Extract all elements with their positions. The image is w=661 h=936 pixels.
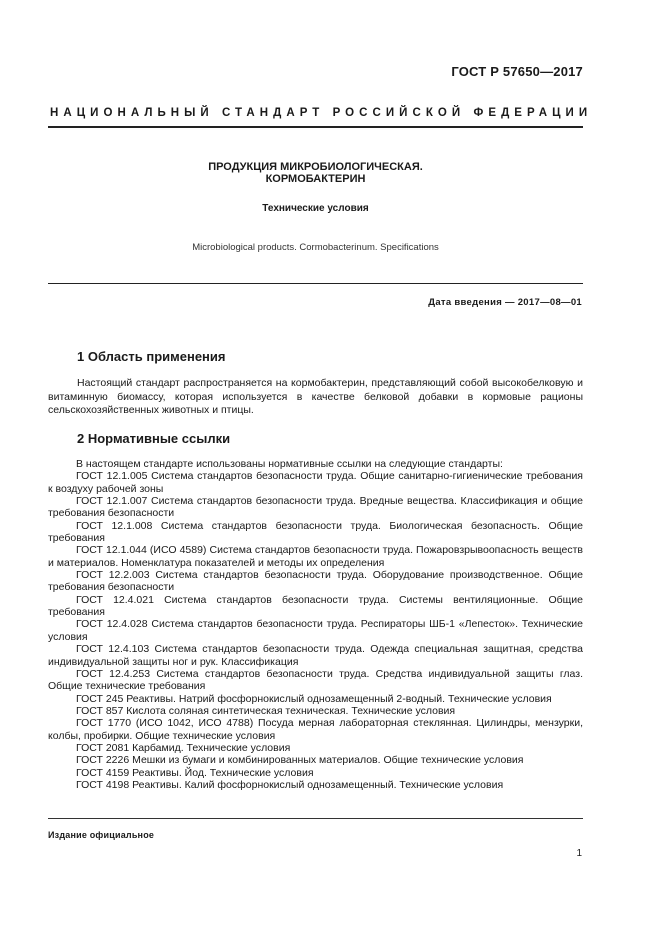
official-edition-label: Издание официальное [48,830,155,840]
reference-item: ГОСТ 12.1.007 Система стандартов безопасности труда. Вредные вещества. Классификация и общие требования безопасности [48,495,583,520]
title-subtitle: Технические условия [262,203,369,214]
top-rule [48,126,583,128]
reference-item: ГОСТ 12.4.021 Система стандартов безопасности труда. Системы вентиляционные. Общие требования [48,593,583,619]
national-standard-banner: НАЦИОНАЛЬНЫЙ СТАНДАРТ РОССИЙСКОЙ ФЕДЕРАЦИИ [50,107,593,119]
reference-item: ГОСТ 12.4.253 Система стандартов безопасности труда. Средства индивидуальной защиты глаз. Общие технические требования [48,667,583,693]
scope-text: Настоящий стандарт распространяется на кормобактерин, представляющий собой высокобелковую и витаминную биомассу, которая используется в качестве белковой добавки в кормовые рационы сельскохозяйственных животных и птицы. [48,377,583,416]
reference-item: ГОСТ 4159 Реактивы. Йод. Технические условия [76,766,314,779]
reference-item: ГОСТ 857 Кислота соляная синтетическая техническая. Технические условия [76,704,456,717]
footer-rule [48,818,583,819]
document-code: ГОСТ Р 57650—2017 [451,64,583,79]
reference-item: ГОСТ 12.1.044 (ИСО 4589) Система стандартов безопасности труда. Пожаровзрывоопасность веществ и материалов. Номенклатура показателей и методы их определения [48,544,583,569]
middle-rule [48,283,583,284]
reference-item: ГОСТ 245 Реактивы. Натрий фосфорнокислый однозамещенный 2-водный. Технические условия [76,692,552,705]
reference-item: ГОСТ 2081 Карбамид. Технические условия [76,741,291,754]
reference-item: ГОСТ 4198 Реактивы. Калий фосфорнокислый однозамещенный. Технические условия [76,778,504,791]
english-title: Microbiological products. Cormobacterinum. Specifications [192,242,439,253]
normative-references-list [48,458,583,791]
page-number: 1 [576,848,582,859]
effective-date: Дата введения — 2017—08—01 [428,297,582,308]
reference-item: ГОСТ 12.2.003 Система стандартов безопасности труда. Оборудование производственное. Общие требования безопасности [48,569,583,594]
reference-item: ГОСТ 12.1.008 Система стандартов безопасности труда. Биологическая безопасность. Общие требования [48,519,583,545]
section-1-heading: 1 Область применения [77,349,226,364]
reference-item: ГОСТ 12.4.103 Система стандартов безопасности труда. Одежда специальная защитная, средства индивидуальной защиты ног и рук. Классификация [48,643,583,668]
title-line-2: КОРМОБАКТЕРИН [265,173,366,185]
references-intro: В настоящем стандарте использованы нормативные ссылки на следующие стандарты: [76,458,503,470]
section-2-heading: 2 Нормативные ссылки [77,431,231,446]
reference-item: ГОСТ 12.4.028 Система стандартов безопасности труда. Респираторы ШБ-1 «Лепесток». Технические условия [48,618,583,643]
title-line-1: ПРОДУКЦИЯ МИКРОБИОЛОГИЧЕСКАЯ. [208,161,423,173]
reference-item: ГОСТ 12.1.005 Система стандартов безопасности труда. Общие санитарно-гигиенические требования к воздуху рабочей зоны [48,470,583,495]
reference-item: ГОСТ 1770 (ИСО 1042, ИСО 4788) Посуда мерная лабораторная стеклянная. Цилиндры, мензурки, колбы, пробирки. Общие технические условия [48,717,583,742]
reference-item: ГОСТ 2226 Мешки из бумаги и комбинированных материалов. Общие технические условия [76,754,524,767]
scope-paragraph [48,377,583,418]
